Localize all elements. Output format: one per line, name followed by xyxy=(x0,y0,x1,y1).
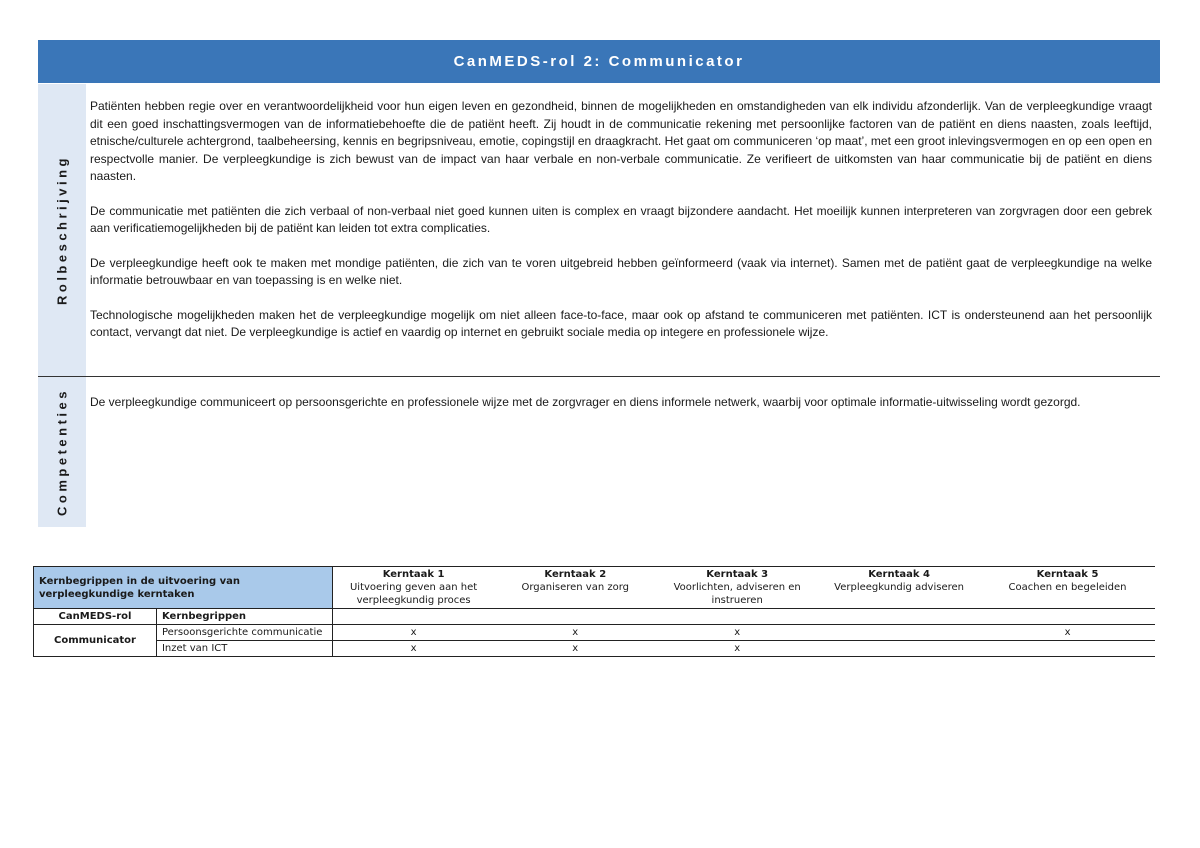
mark-cell: x xyxy=(332,641,494,657)
competenties-label: Competenties xyxy=(54,388,70,516)
mark-cell xyxy=(980,641,1155,657)
table-header-label: Kernbegrippen in de uitvoering van verpleegkundige kerntaken xyxy=(39,575,241,600)
paragraph: De verpleegkundige heeft ook te maken met mondige patiënten, die zich van te voren uitgebreid hebben geïnformeerd (vaak via internet). Samen met de patiënt gaat de verpleegkundige na welke informatie betrouwbaar en van toepassing is en welke niet. xyxy=(90,255,1152,287)
page-title-banner xyxy=(38,40,1160,83)
page-title: CanMEDS-rol 2: Communicator xyxy=(453,53,745,70)
kernbegrip-label: Persoonsgerichte communicatie xyxy=(156,625,332,641)
mark-cell: x xyxy=(656,625,818,641)
paragraph: Technologische mogelijkheden maken het de verpleegkundige mogelijk om niet alleen face-to-face, maar ook op afstand te communiceren met patiënten. ICT is ondersteunend aan het persoonlijk contact, vervangt dat niet. De verpleegkundige is actief en vaardig op internet en gebruikt sociale media op integere en professionele wijze. xyxy=(90,307,1152,339)
kernbegrip-label: Inzet van ICT xyxy=(156,641,332,657)
mark-cell: x xyxy=(980,625,1155,641)
kerntaak-title: Kerntaak 4 xyxy=(868,569,930,580)
rolbeschrijving-label: Rolbeschrijving xyxy=(54,154,70,306)
rolbeschrijving-sidebar xyxy=(38,84,86,376)
kerntaak-title: Kerntaak 1 xyxy=(382,569,445,580)
col-canmeds-header: CanMEDS-rol xyxy=(34,609,157,625)
competenties-sidebar xyxy=(38,377,86,527)
table-subheader-row xyxy=(34,609,1156,625)
kerntaak-5 xyxy=(980,567,1155,609)
mark-cell xyxy=(818,641,980,657)
kerntaak-title: Kerntaak 3 xyxy=(706,569,769,580)
kerntaak-desc: Coachen en begeleiden xyxy=(1008,582,1127,593)
table-row xyxy=(34,641,1156,657)
table-row xyxy=(34,625,1156,641)
mark-cell: x xyxy=(332,625,494,641)
paragraph: De communicatie met patiënten die zich verbaal of non-verbaal niet goed kunnen uiten is complex en vraagt bijzondere aandacht. Het moeilijk kunnen interpreteren van zorgvragen door een gebrek aan verificatiemogelijkheden bij de patiënt kan leiden tot extra complicaties. xyxy=(90,203,1152,235)
mark-cell xyxy=(818,625,980,641)
kerntaak-4 xyxy=(818,567,980,609)
kerntaak-desc: Verpleegkundig adviseren xyxy=(834,582,964,593)
table-header-cell xyxy=(34,567,333,609)
paragraph: Patiënten hebben regie over en verantwoordelijkheid voor hun eigen leven en gezondheid, binnen de mogelijkheden en omstandigheden van elk individu afzonderlijk. Van de verpleegkundige vraagt dit een goed inschattingsvermogen van de informatiebehoefte die de patiënt heeft. Zij houdt in de communicatie rekening met persoonlijke factoren van de patiënt en diens naasten, zoals leeftijd, etnische/culturele achtergrond, taalbeheersing, kennis en begripsniveau, emotie, copingstijl en draagkracht. Het gaat om communiceren ‘op maat’, met een groot inlevingsvermogen en op een open en respectvolle manier. De verpleegkundige is zich bewust van de impact van haar verbale en non-verbale communicatie. Ze verifieert de uitkomsten van haar communicatie bij de patiënt en diens naasten. xyxy=(90,99,1152,183)
mark-cell: x xyxy=(656,641,818,657)
table-header-row xyxy=(34,567,1156,609)
kerntaak-desc: Uitvoering geven aan het verpleegkundig proces xyxy=(349,582,478,606)
kerntaak-desc: Organiseren van zorg xyxy=(521,582,630,593)
mark-cell: x xyxy=(494,625,656,641)
competenties-section xyxy=(38,376,1160,527)
paragraph: De verpleegkundige communiceert op persoonsgerichte en professionele wijze met de zorgvrager en diens informele netwerk, waarbij voor optimale informatie-uitwisseling wordt gezorgd. xyxy=(90,395,1081,409)
kerntaak-1 xyxy=(332,567,494,609)
kerntaak-3 xyxy=(656,567,818,609)
col-kernbegrippen-header: Kernbegrippen xyxy=(156,609,332,625)
kernbegrippen-table xyxy=(33,566,1155,657)
kerntaak-title: Kerntaak 2 xyxy=(544,569,607,580)
mark-cell: x xyxy=(494,641,656,657)
role-cell: Communicator xyxy=(34,625,157,657)
rolbeschrijving-body xyxy=(90,98,1152,359)
rolbeschrijving-section xyxy=(38,84,1160,376)
kerntaak-2 xyxy=(494,567,656,609)
kerntaak-desc: Voorlichten, adviseren en instrueren xyxy=(673,582,801,606)
competenties-body xyxy=(90,394,1152,429)
kerntaak-title: Kerntaak 5 xyxy=(1036,569,1099,580)
